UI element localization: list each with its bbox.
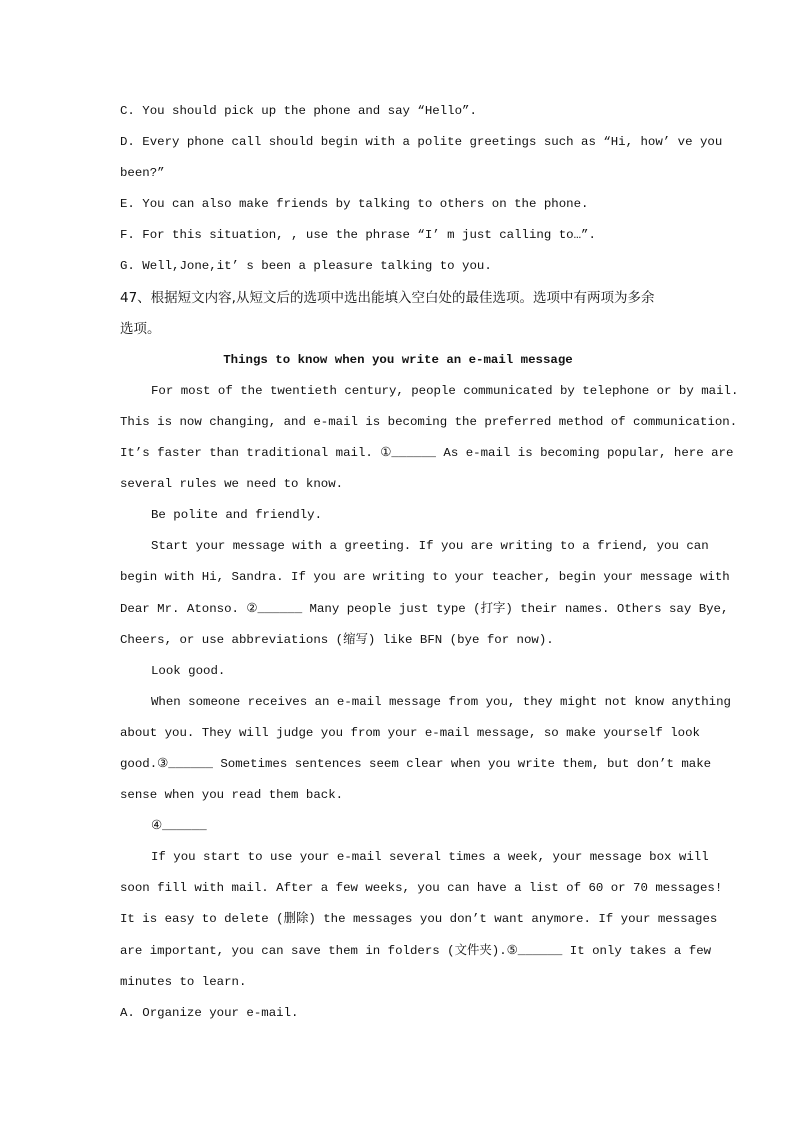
option-f: F. For this situation, , use the phrase “I’ m just calling to…”. xyxy=(120,228,596,243)
paragraph-2-line: Start your message with a greeting. If you are writing to a friend, you can xyxy=(151,539,709,554)
paragraph-3-line: When someone receives an e-mail message from you, they might not know anything xyxy=(151,694,731,709)
option-e: E. You can also make friends by talking to others on the phone. xyxy=(120,197,589,212)
paragraph-3-line: good.③______ Sometimes sentences seem clear when you write them, but don’t make xyxy=(120,756,712,771)
paragraph-1-line: It’s faster than traditional mail. ①______ As e-mail is becoming popular, here are xyxy=(120,446,734,461)
question-instruction: 47、根据短文内容,从短文后的选项中选出能填入空白处的最佳选项。选项中有两项为多余 xyxy=(120,289,655,306)
option-d-continued: been?” xyxy=(120,166,165,181)
paragraph-2-line: Cheers, or use abbreviations (缩写) like BFN (bye for now). xyxy=(120,632,554,647)
answer-option-a: A. Organize your e-mail. xyxy=(120,1005,299,1020)
paragraph-1-line: For most of the twentieth century, people communicated by telephone or by mail. xyxy=(151,383,739,398)
paragraph-3-line: about you. They will judge you from your e-mail message, so make yourself look xyxy=(120,725,700,740)
option-g: G. Well,Jone,it’ s been a pleasure talking to you. xyxy=(120,259,492,274)
paragraph-2-line: Dear Mr. Atonso. ②______ Many people just type (打字) their names. Others say Bye, xyxy=(120,601,729,616)
section-heading-blank-4: ④______ xyxy=(151,819,207,834)
paragraph-2-line: begin with Hi, Sandra. If you are writing to your teacher, begin your message with xyxy=(120,570,730,585)
paragraph-1-line: This is now changing, and e-mail is becoming the preferred method of communication. xyxy=(120,414,738,429)
paragraph-3-line: sense when you read them back. xyxy=(120,788,344,803)
paragraph-1-line: several rules we need to know. xyxy=(120,477,344,492)
option-d: D. Every phone call should begin with a polite greetings such as “Hi, how’ ve you xyxy=(120,135,723,150)
option-c: C. You should pick up the phone and say “Hello”. xyxy=(120,104,477,118)
paragraph-4-line: It is easy to delete (删除) the messages you don’t want anymore. If your messages xyxy=(120,912,718,927)
paragraph-4-line: minutes to learn. xyxy=(120,974,247,989)
paragraph-4-line: If you start to use your e-mail several times a week, your message box will xyxy=(151,850,709,865)
section-heading-look-good: Look good. xyxy=(151,663,226,678)
paragraph-4-line: are important, you can save them in folders (文件夹).⑤______ It only takes a few xyxy=(120,943,712,958)
question-instruction-continued: 选项。 xyxy=(120,320,161,337)
section-heading-polite: Be polite and friendly. xyxy=(151,508,323,523)
paragraph-4-line: soon fill with mail. After a few weeks, you can have a list of 60 or 70 messages! xyxy=(120,881,723,896)
document-page xyxy=(120,96,739,1029)
passage-title: Things to know when you write an e-mail message xyxy=(223,352,573,367)
